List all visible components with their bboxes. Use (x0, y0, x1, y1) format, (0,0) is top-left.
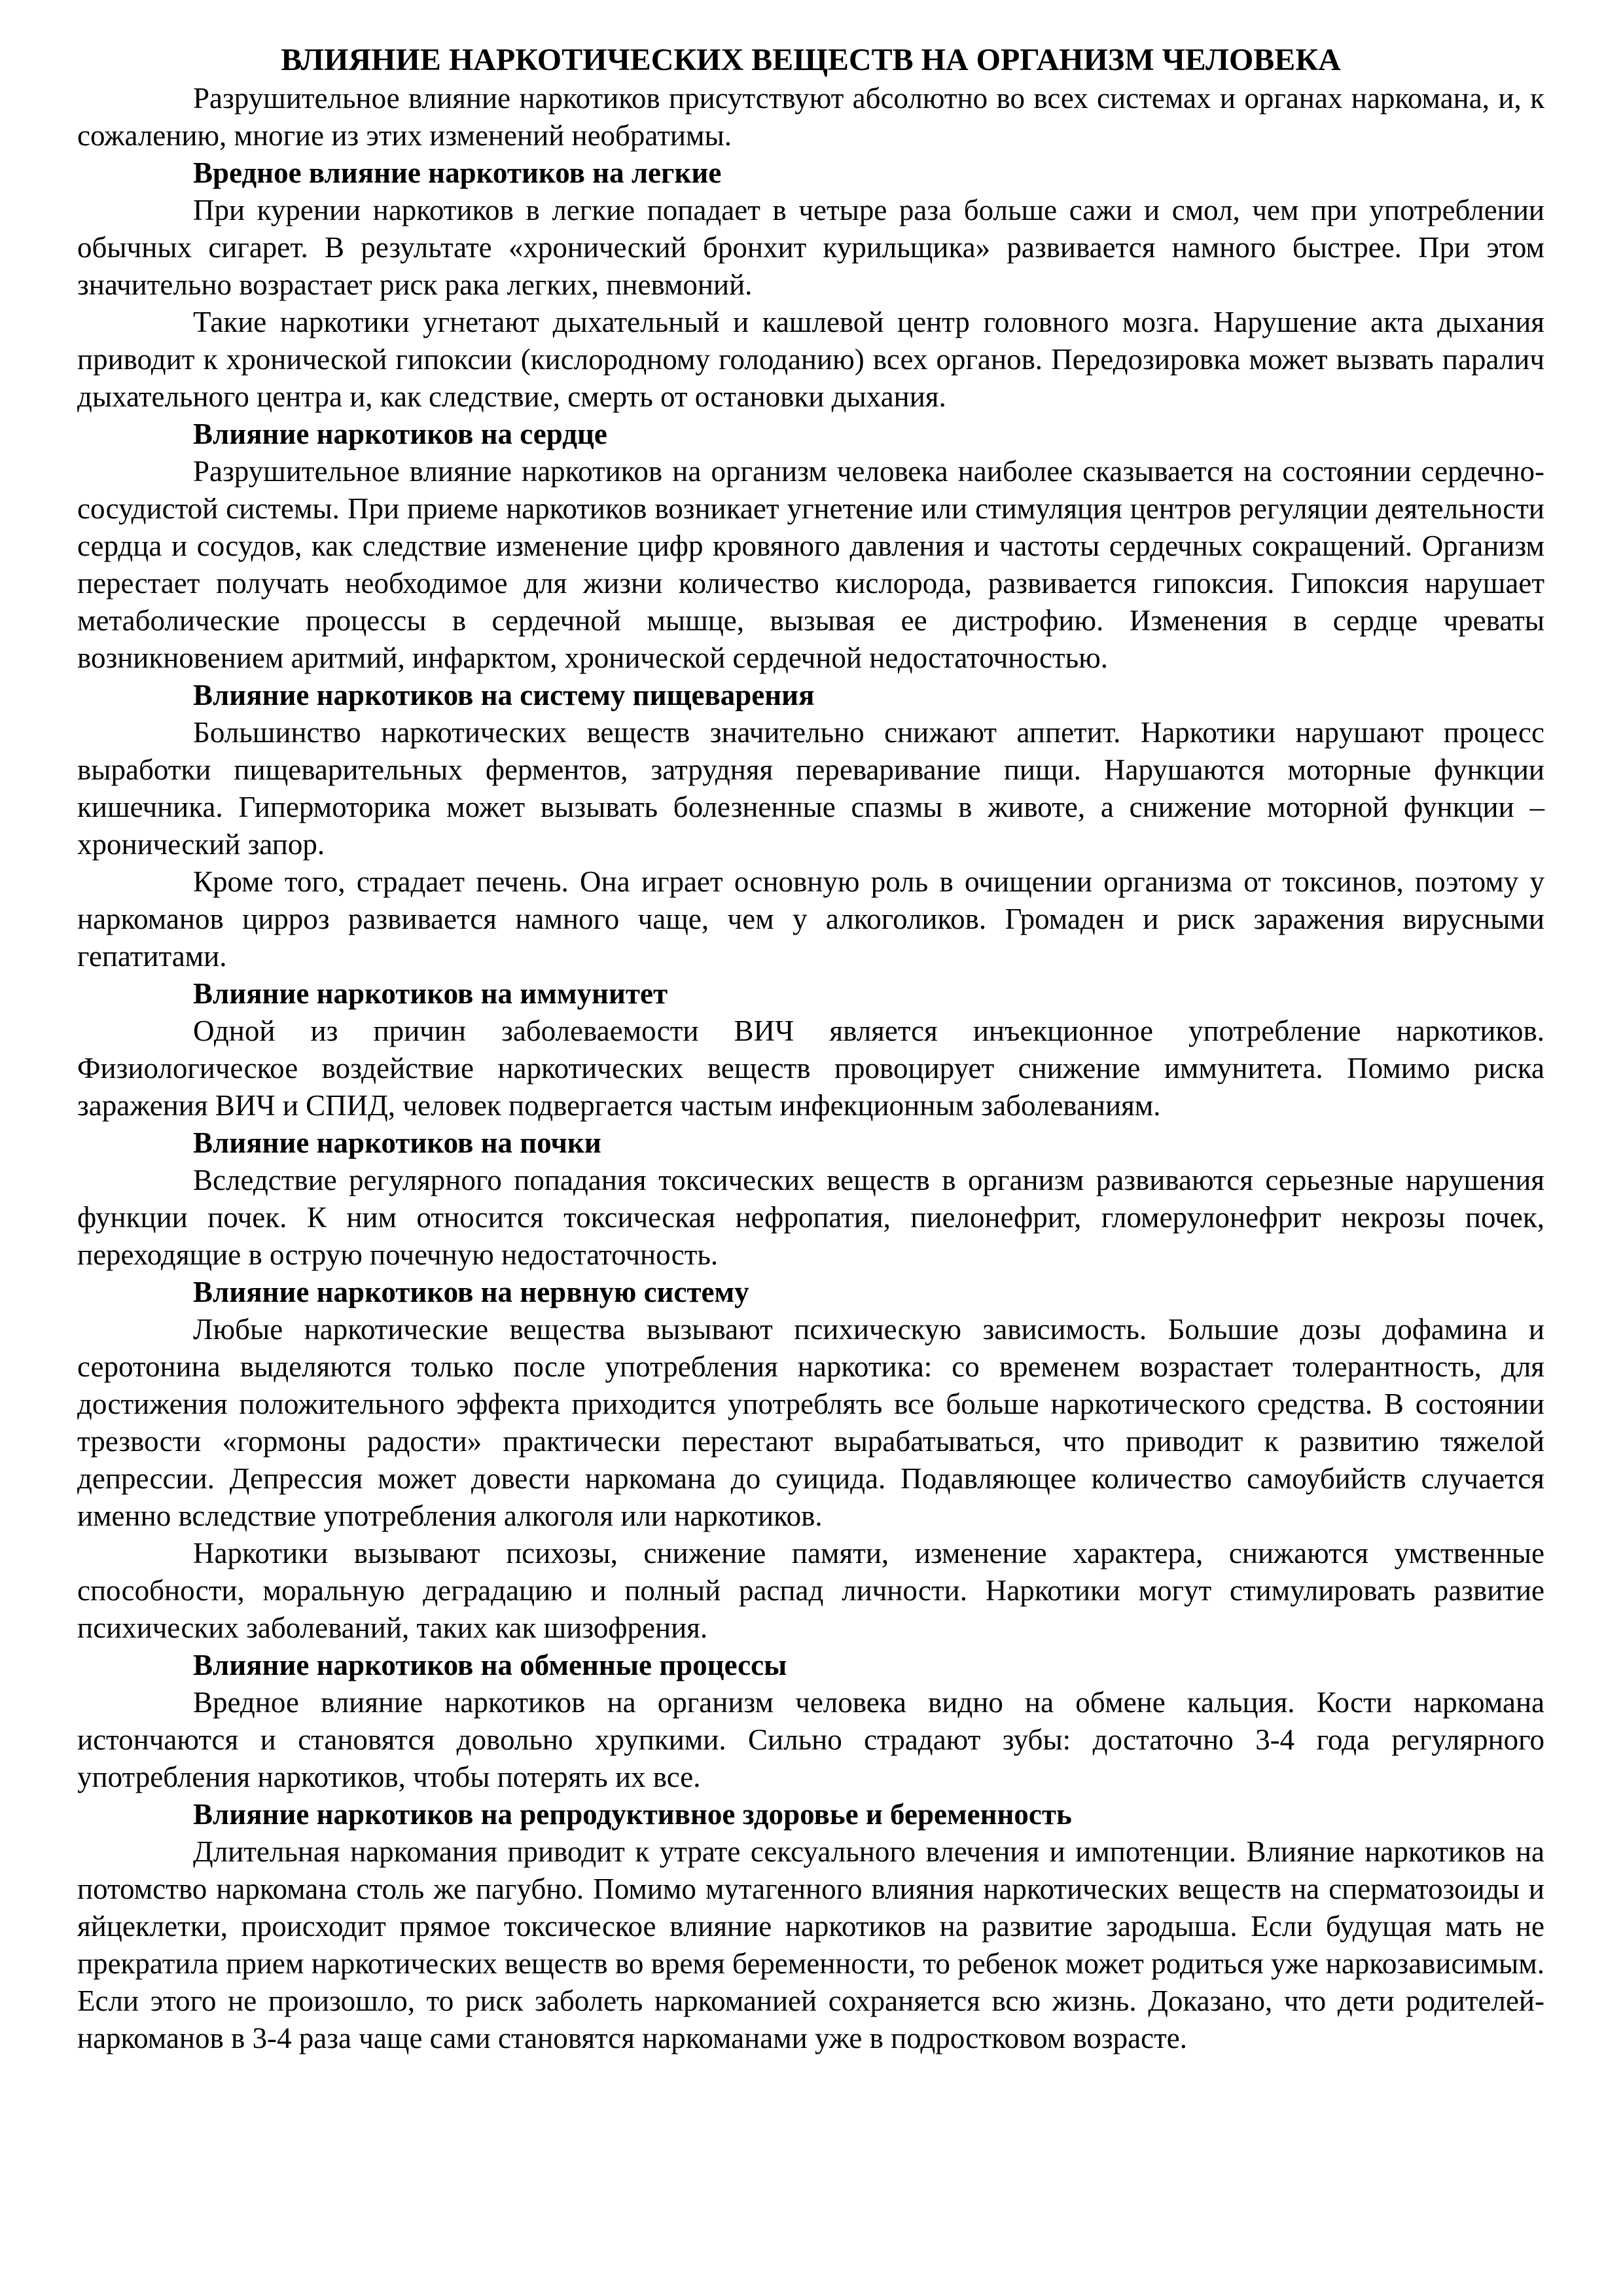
section-paragraph: Кроме того, страдает печень. Она играет основную роль в очищении организма от токсинов, поэтому у наркоманов цирроз развивается намного чаще, чем у алкоголиков. Громаден и риск заражения вирусными гепатитами. (77, 865, 1544, 973)
section-paragraph: Большинство наркотических веществ значительно снижают аппетит. Наркотики нарушают процесс выработки пищеварительных ферментов, затрудняя переваривание пищи. Нарушаются моторные функции кишечника. Гипермоторика может вызывать болезненные спазмы в животе, а снижение моторной функции – хронический запор. (77, 716, 1544, 861)
section-heading-heart: Влияние наркотиков на сердце (193, 418, 607, 450)
section-heading-lungs: Вредное влияние наркотиков на легкие (193, 156, 722, 189)
section-paragraph: Такие наркотики угнетают дыхательный и кашлевой центр головного мозга. Нарушение акта дыхания приводит к хронической гипоксии (кислородному голоданию) всех органов. Передозировка может вызвать паралич дыхательного центра и, как следствие, смерть от остановки дыхания. (77, 306, 1544, 413)
section-heading-kidneys: Влияние наркотиков на почки (193, 1126, 601, 1159)
section-paragraph: При курении наркотиков в легкие попадает в четыре раза больше сажи и смол, чем при употреблении обычных сигарет. В результате «хронический бронхит курильщика» развивается намного быстрее. При этом значительно возрастает риск рака легких, пневмоний. (77, 194, 1544, 301)
document-title: ВЛИЯНИЕ НАРКОТИЧЕСКИХ ВЕЩЕСТВ НА ОРГАНИЗМ ЧЕЛОВЕКА (281, 43, 1341, 77)
section-paragraph: Вследствие регулярного попадания токсических веществ в организм развиваются серьезные нарушения функции почек. К ним относится токсическая нефропатия, пиелонефрит, гломерулонефрит некрозы почек, переходящие в острую почечную недостаточность. (77, 1164, 1544, 1271)
section-paragraph: Любые наркотические вещества вызывают психическую зависимость. Большие дозы дофамина и серотонина выделяются только после употребления наркотика: со временем возрастает толерантность, для достижения положительного эффекта приходится употреблять все больше наркотического средства. В состоянии трезвости «гормоны радости» практически перестают вырабатываться, что приводит к развитию тяжелой депрессии. Депрессия может довести наркомана до суицида. Подавляющее количество самоубийств случается именно вследствие употребления алкоголя или наркотиков. (77, 1313, 1544, 1532)
section-heading-digestion: Влияние наркотиков на систему пищеварения (193, 679, 815, 711)
section-paragraph: Вредное влияние наркотиков на организм человека видно на обмене кальция. Кости наркомана истончаются и становятся довольно хрупкими. Сильно страдают зубы: достаточно 3-4 года регулярного употребления наркотиков, чтобы потерять их все. (77, 1686, 1544, 1793)
section-paragraph: Длительная наркомания приводит к утрате сексуального влечения и импотенции. Влияние наркотиков на потомство наркомана столь же пагубно. Помимо мутагенного влияния наркотических веществ на сперматозоиды и яйцеклетки, происходит прямое токсическое влияние наркотиков на развитие зародыша. Если будущая мать не прекратила прием наркотических веществ во время беременности, то ребенок может родиться уже наркозависимым. Если этого не произошло, то риск заболеть наркоманией сохраняется всю жизнь. Доказано, что дети родителей-наркоманов в 3-4 раза чаще сами становятся наркоманами уже в подростковом возрасте. (77, 1835, 1544, 2054)
section-heading-reproductive: Влияние наркотиков на репродуктивное здоровье и беременность (193, 1798, 1072, 1831)
section-heading-nervous-system: Влияние наркотиков на нервную систему (193, 1276, 749, 1308)
section-heading-metabolism: Влияние наркотиков на обменные процессы (193, 1649, 787, 1681)
intro-paragraph: Разрушительное влияние наркотиков присутствуют абсолютно во всех системах и органах наркомана, и, к сожалению, многие из этих изменений необратимы. (77, 82, 1544, 152)
section-paragraph: Одной из причин заболеваемости ВИЧ является инъекционное употребление наркотиков. Физиологическое воздействие наркотических веществ провоцирует снижение иммунитета. Помимо риска заражения ВИЧ и СПИД, человек подвергается частым инфекционным заболеваниям. (77, 1014, 1544, 1122)
section-paragraph: Разрушительное влияние наркотиков на организм человека наиболее сказывается на состоянии сердечно-сосудистой системы. При приеме наркотиков возникает угнетение или стимуляция центров регуляции деятельности сердца и сосудов, как следствие изменение цифр кровяного давления и частоты сердечных сокращений. Организм перестает получать необходимое для жизни количество кислорода, развивается гипоксия. Гипоксия нарушает метаболические процессы в сердечной мышце, вызывая ее дистрофию. Изменения в сердце чреваты возникновением аритмий, инфарктом, хронической сердечной недостаточностью. (77, 455, 1544, 674)
section-paragraph: Наркотики вызывают психозы, снижение памяти, изменение характера, снижаются умственные способности, моральную деградацию и полный распад личности. Наркотики могут стимулировать развитие психических заболеваний, таких как шизофрения. (77, 1537, 1544, 1644)
section-heading-immunity: Влияние наркотиков на иммунитет (193, 977, 668, 1010)
